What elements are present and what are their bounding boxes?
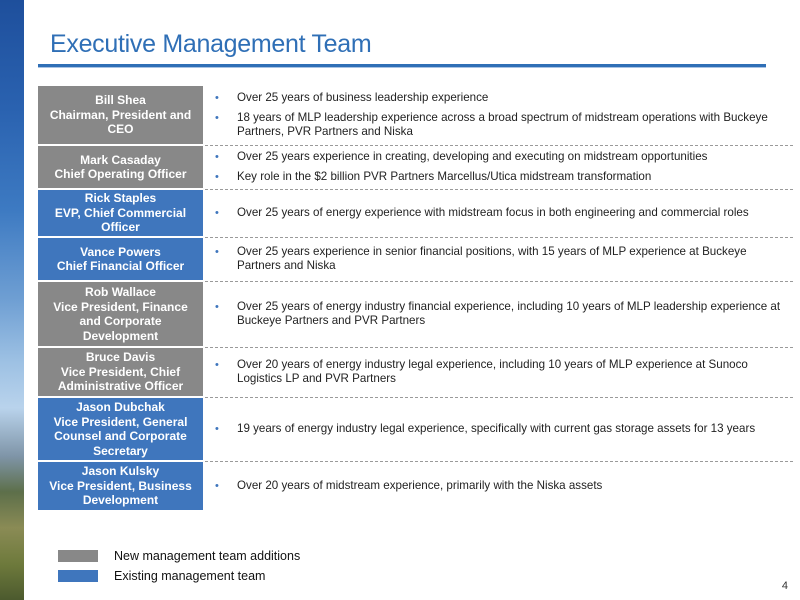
executive-title-line: Chief Financial Officer <box>56 259 185 273</box>
experience-list <box>203 85 793 145</box>
executive-name: Jason Kulsky <box>81 464 160 479</box>
executive-title-line: Chief Operating Officer <box>54 167 187 181</box>
title-underline <box>38 64 766 68</box>
experience-bullet: • Over 20 years of midstream experience, primarily with the Niska assets <box>215 479 793 493</box>
executive-name-box <box>38 86 203 144</box>
legend-swatch-new <box>58 550 98 562</box>
executive-name: Rob Wallace <box>85 285 156 299</box>
executive-title-line: Vice President, Business <box>49 478 192 493</box>
experience-list <box>203 461 793 511</box>
executive-row <box>38 397 793 461</box>
executive-title-line: Vice President, General <box>53 414 188 429</box>
experience-bullet: • Key role in the $2 billion PVR Partners Marcellus/Utica midstream transformation <box>215 170 793 184</box>
executive-title-line: CEO <box>107 122 134 137</box>
executive-title-line: Vice President, Chief <box>60 364 181 379</box>
experience-list <box>203 397 793 461</box>
legend-item-existing <box>58 566 300 586</box>
executive-title-line: Development <box>82 328 159 343</box>
executive-title-line: Chairman, President and <box>49 107 192 122</box>
executive-title-line: Administrative Officer <box>57 379 184 394</box>
executive-name-box <box>38 190 203 236</box>
experience-list <box>203 281 793 347</box>
executive-title-line: Officer <box>101 220 140 235</box>
executive-title-line: Development <box>82 493 159 508</box>
executive-name: Mark Casaday <box>80 152 161 167</box>
executive-list <box>38 85 793 511</box>
executive-row <box>38 461 793 511</box>
experience-bullet: • Over 25 years experience in creating, developing and executing on midstream opportunities <box>215 150 793 164</box>
experience-list <box>203 237 793 281</box>
experience-bullet: • Over 25 years of energy industry financial experience, including 10 years of MLP leadership experience at Buckeye Partners and PVR Partners <box>215 300 793 328</box>
executive-name-box <box>38 238 203 280</box>
executive-title-line: and Corporate <box>79 314 162 328</box>
executive-name-box <box>38 398 203 460</box>
executive-row <box>38 347 793 397</box>
executive-name-box <box>38 348 203 396</box>
executive-row <box>38 145 793 189</box>
page-number: 4 <box>781 580 788 592</box>
experience-list <box>203 347 793 397</box>
experience-bullet: • Over 25 years experience in senior financial positions, with 15 years of MLP experience at Buckeye Partners and Niska <box>215 245 793 273</box>
page-title: Executive Management Team <box>50 30 372 58</box>
executive-name-box <box>38 282 203 346</box>
executive-name-box <box>38 462 203 510</box>
experience-list <box>203 145 793 189</box>
executive-name: Bill Shea <box>95 93 146 108</box>
executive-row <box>38 237 793 281</box>
executive-name: Bruce Davis <box>85 350 156 365</box>
executive-row <box>38 189 793 237</box>
legend-label-existing: Existing management team <box>114 569 266 583</box>
legend <box>58 546 300 586</box>
executive-name-box <box>38 146 203 188</box>
executive-row <box>38 85 793 145</box>
experience-bullet: • Over 25 years of business leadership experience <box>215 91 793 105</box>
experience-bullet: • 19 years of energy industry legal experience, specifically with current gas storage assets for 13 years <box>215 422 793 436</box>
executive-name: Jason Dubchak <box>76 400 165 414</box>
executive-name: Rick Staples <box>84 191 157 206</box>
legend-label-new: New management team additions <box>114 549 301 563</box>
legend-swatch-existing <box>58 570 98 582</box>
executive-row <box>38 281 793 347</box>
executive-title-line: Vice President, Finance <box>53 299 188 314</box>
executive-title-line: Secretary <box>93 443 148 458</box>
experience-list <box>203 189 793 237</box>
experience-bullet: • 18 years of MLP leadership experience across a broad spectrum of midstream operations with Buckeye Partners, PVR Partners and Niska <box>215 111 793 139</box>
landscape-side-strip <box>0 0 24 600</box>
executive-title-line: EVP, Chief Commercial <box>54 205 187 220</box>
legend-item-new <box>58 546 300 566</box>
experience-bullet: • Over 20 years of energy industry legal experience, including 10 years of MLP experience at Sunoco Logistics LP and PVR Partners <box>215 358 793 386</box>
executive-name: Vance Powers <box>80 244 161 259</box>
experience-bullet: • Over 25 years of energy experience with midstream focus in both engineering and commercial roles <box>215 206 793 220</box>
executive-title-line: Counsel and Corporate <box>54 429 187 443</box>
